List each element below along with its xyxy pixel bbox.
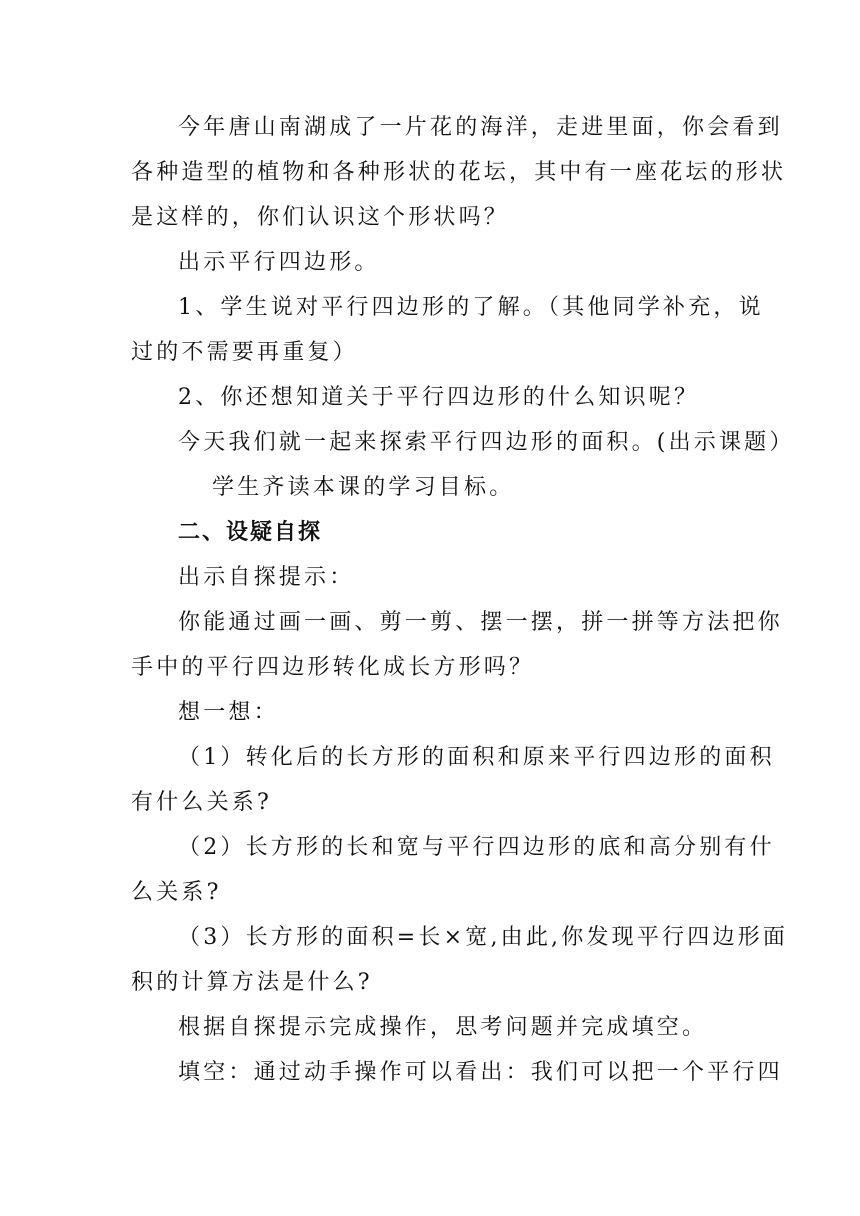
paragraph-line: 手中的平行四边形转化成长方形吗？ (131, 655, 535, 680)
paragraph-line: 么关系? (131, 880, 222, 905)
paragraph-line: 积的计算方法是什么? (131, 970, 373, 995)
section-heading: 二、设疑自探 (178, 520, 323, 545)
paragraph-line: 今天我们就一起来探索平行四边形的面积。(出示课题） (178, 430, 795, 455)
paragraph-line: 1、学生说对平行四边形的了解。（其他同学补充，说 (178, 295, 764, 320)
paragraph-line: 2、你还想知道关于平行四边形的什么知识呢？ (178, 385, 700, 410)
paragraph-line: 出示自探提示： (178, 565, 355, 590)
paragraph-line: 今年唐山南湖成了一片花的海洋，走进里面，你会看到 (178, 115, 783, 140)
paragraph-line: （1）转化后的长方形的面积和原来平行四边形的面积 (178, 745, 775, 770)
paragraph-line: 是这样的，你们认识这个形状吗？ (131, 205, 510, 230)
paragraph-line: 你能通过画一画、剪一剪、摆一摆，拼一拼等方法把你 (178, 610, 783, 635)
paragraph-line: 有什么关系? (131, 790, 272, 815)
paragraph-line: 想一想： (178, 700, 279, 725)
paragraph-line: 学生齐读本课的学习目标。 (212, 475, 515, 500)
paragraph-line: 填空：通过动手操作可以看出：我们可以把一个平行四 (178, 1060, 783, 1085)
paragraph-line: 出示平行四边形。 (178, 250, 380, 275)
paragraph-line: （3）长方形的面积=长×宽,由此,你发现平行四边形面 (178, 925, 789, 950)
paragraph-line: 过的不需要再重复） (131, 340, 358, 365)
paragraph-line: 各种造型的植物和各种形状的花坛，其中有一座花坛的形状 (131, 160, 787, 185)
paragraph-line: 根据自探提示完成操作，思考问题并完成填空。 (178, 1015, 708, 1040)
paragraph-line: （2）长方形的长和宽与平行四边形的底和高分别有什 (178, 835, 775, 860)
